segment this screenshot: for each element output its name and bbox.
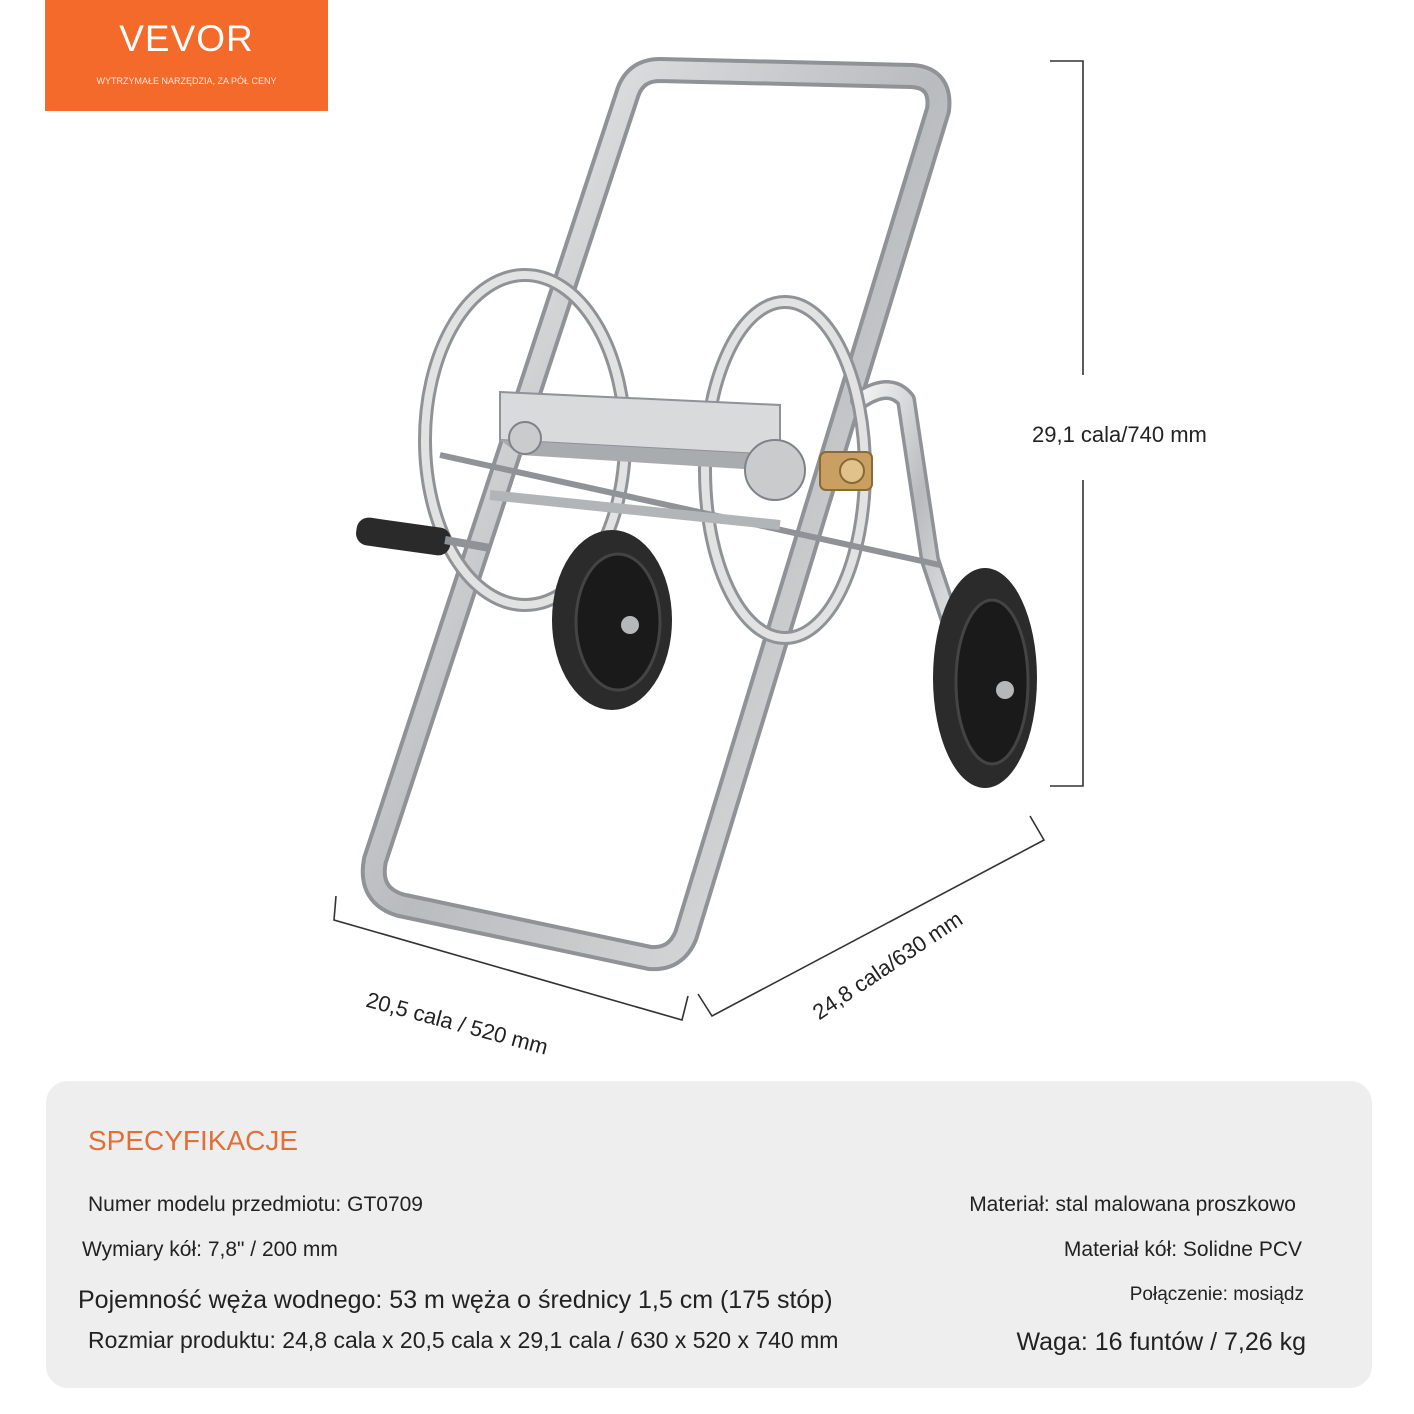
brass-connector-icon — [820, 452, 872, 490]
left-wheel-icon — [552, 530, 672, 710]
specifications-title: SPECYFIKACJE — [88, 1125, 299, 1156]
logo-tagline: WYTRZYMAŁE NARZĘDZIA, ZA PÓŁ CENY — [96, 76, 277, 86]
right-wheel-icon — [933, 568, 1037, 788]
height-dimension-label: 29,1 cala/740 mm — [1028, 422, 1211, 448]
depth-dimension-label: 24,8 cala/630 mm — [808, 906, 967, 1025]
spec-connection: Połączenie: mosiądz — [1129, 1284, 1304, 1305]
spec-model-number: Numer modelu przedmiotu: GT0709 — [88, 1193, 423, 1216]
spec-material: Materiał: stal malowana proszkowo — [969, 1193, 1296, 1216]
spec-weight: Waga: 16 funtów / 7,26 kg — [1016, 1328, 1306, 1356]
spec-hose-capacity: Pojemność węża wodnego: 53 m węża o średnicy 1,5 cm (175 stóp) — [78, 1286, 833, 1314]
specifications-panel — [46, 1081, 1372, 1388]
spec-wheel-size: Wymiary kół: 7,8" / 200 mm — [82, 1238, 338, 1261]
spec-product-size: Rozmiar produktu: 24,8 cala x 20,5 cala x 29,1 cala / 630 x 520 x 740 mm — [88, 1327, 839, 1353]
width-dimension-label: 20,5 cala / 520 mm — [363, 987, 551, 1060]
logo-brand: VEVOR — [119, 18, 254, 59]
logo-registered-mark: ® — [342, 22, 350, 33]
spec-wheel-material: Materiał kół: Solidne PCV — [1063, 1238, 1302, 1261]
